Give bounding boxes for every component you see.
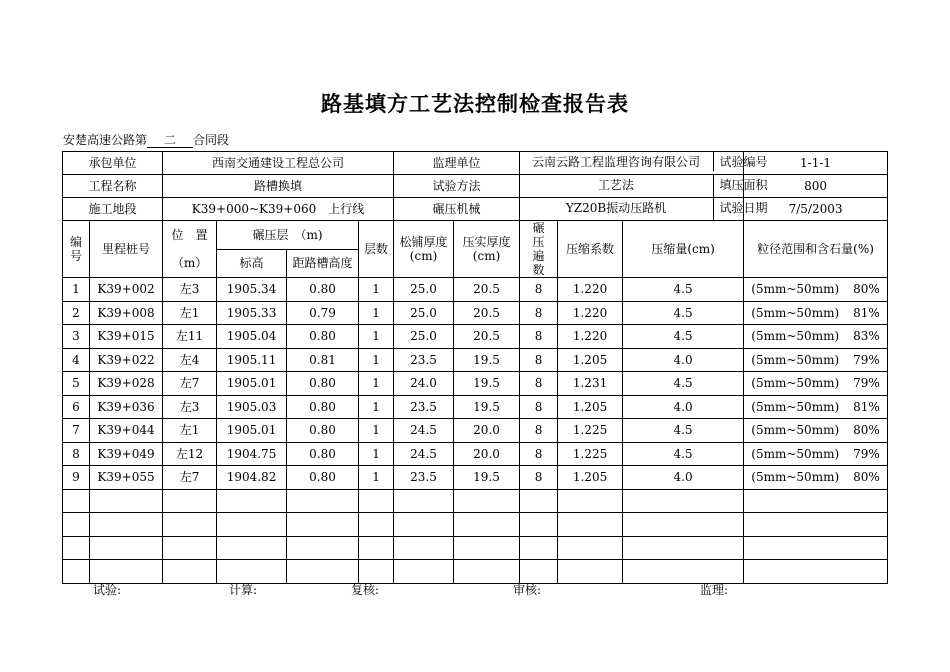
row-loose: 24.5 [394, 442, 454, 466]
row-station: K39+049 [90, 442, 163, 466]
row-grain-percent: 80% [853, 423, 880, 438]
machine-value [520, 198, 768, 221]
method-value [520, 175, 768, 198]
row-grain-percent: 79% [853, 352, 880, 367]
row-no: 8 [63, 442, 90, 466]
row-coef: 1.220 [558, 278, 623, 302]
row-grain-range: (5mm~50mm) [751, 329, 840, 344]
row-loose: 24.0 [394, 372, 454, 396]
row-elevation: 1905.01 [217, 419, 287, 443]
date-value: 7/5/2003 [744, 198, 888, 221]
row-layers: 1 [359, 395, 394, 419]
table-row [63, 419, 888, 443]
row-amount: 4.5 [623, 419, 744, 443]
empty-row [63, 489, 888, 513]
row-coef: 1.220 [558, 301, 623, 325]
row-station: K39+002 [90, 278, 163, 302]
contractor-value: 西南交通建设工程总公司 [163, 152, 394, 175]
method-text: 工艺法 [598, 178, 635, 192]
row-layers: 1 [359, 325, 394, 349]
footer-audit: 审核: [513, 583, 542, 597]
supervisor-label: 监理单位 [394, 152, 520, 175]
row-grain [744, 325, 888, 349]
row-distance: 0.80 [287, 466, 359, 490]
row-no: 1 [63, 278, 90, 302]
row-loose: 25.0 [394, 301, 454, 325]
row-layers: 1 [359, 301, 394, 325]
machine-label: 碾压机械 [394, 198, 520, 221]
row-grain [744, 372, 888, 396]
project-value: 路槽换填 [163, 175, 394, 198]
col-header-layers: 层数 [359, 221, 394, 278]
row-grain-range: (5mm~50mm) [751, 470, 840, 485]
row-no: 6 [63, 395, 90, 419]
table-row [63, 442, 888, 466]
row-grain [744, 395, 888, 419]
row-coef: 1.225 [558, 419, 623, 443]
info-row-2 [63, 175, 888, 198]
table-row [63, 325, 888, 349]
row-no: 7 [63, 419, 90, 443]
row-grain-percent: 81% [853, 305, 880, 320]
row-layers: 1 [359, 348, 394, 372]
row-grain [744, 442, 888, 466]
row-coef: 1.205 [558, 348, 623, 372]
table-row [63, 372, 888, 396]
row-grain-percent: 80% [853, 470, 880, 485]
row-compacted: 19.5 [454, 372, 520, 396]
row-loose: 23.5 [394, 348, 454, 372]
row-coef: 1.205 [558, 395, 623, 419]
row-position: 左3 [163, 395, 217, 419]
row-passes: 8 [520, 278, 558, 302]
row-no: 3 [63, 325, 90, 349]
row-loose: 25.0 [394, 278, 454, 302]
col-header-station: 里程桩号 [90, 221, 163, 278]
empty-row [63, 536, 888, 560]
table-row [63, 278, 888, 302]
row-compacted: 20.0 [454, 442, 520, 466]
row-compacted: 19.5 [454, 348, 520, 372]
row-position: 左4 [163, 348, 217, 372]
row-distance: 0.80 [287, 278, 359, 302]
row-grain [744, 348, 888, 372]
col-header-amount: 压缩量(cm) [623, 221, 744, 278]
row-grain-percent: 83% [853, 329, 880, 344]
row-coef: 1.220 [558, 325, 623, 349]
row-compacted: 19.5 [454, 466, 520, 490]
row-loose: 25.0 [394, 325, 454, 349]
row-position: 左1 [163, 301, 217, 325]
row-grain-range: (5mm~50mm) [751, 446, 840, 461]
table-row [63, 395, 888, 419]
row-no: 5 [63, 372, 90, 396]
row-amount: 4.5 [623, 325, 744, 349]
table-row [63, 466, 888, 490]
col-header-distance: 距路槽高度 [287, 249, 359, 278]
col-header-loose: 松铺厚度(cm) [394, 221, 454, 278]
section-number: 二 [147, 134, 193, 148]
row-distance: 0.80 [287, 442, 359, 466]
row-grain-range: (5mm~50mm) [751, 376, 840, 391]
col-header-compacted: 压实厚度(cm) [454, 221, 520, 278]
row-no: 4 [63, 348, 90, 372]
contract-section-line [63, 131, 229, 148]
row-elevation: 1905.03 [217, 395, 287, 419]
row-elevation: 1904.75 [217, 442, 287, 466]
header-row-1 [63, 221, 888, 250]
footer-calc: 计算: [229, 583, 258, 597]
row-compacted: 20.0 [454, 419, 520, 443]
row-distance: 0.81 [287, 348, 359, 372]
row-loose: 23.5 [394, 466, 454, 490]
col-header-layer-group: 碾压层 （m) [217, 221, 359, 250]
col-header-position-unit: （m） [163, 249, 217, 278]
report-table [62, 151, 888, 584]
row-elevation: 1905.33 [217, 301, 287, 325]
row-no: 9 [63, 466, 90, 490]
data-rows [63, 278, 888, 490]
info-row-1 [63, 152, 888, 175]
row-passes: 8 [520, 325, 558, 349]
row-grain-range: (5mm~50mm) [751, 399, 840, 414]
supervisor-value [520, 152, 768, 175]
row-distance: 0.79 [287, 301, 359, 325]
row-passes: 8 [520, 301, 558, 325]
row-amount: 4.5 [623, 278, 744, 302]
col-header-elevation: 标高 [217, 249, 287, 278]
row-layers: 1 [359, 442, 394, 466]
row-coef: 1.205 [558, 466, 623, 490]
empty-row [63, 513, 888, 537]
table-row [63, 301, 888, 325]
row-grain [744, 419, 888, 443]
contractor-label: 承包单位 [63, 152, 163, 175]
row-layers: 1 [359, 278, 394, 302]
row-station: K39+044 [90, 419, 163, 443]
row-distance: 0.80 [287, 395, 359, 419]
row-grain-percent: 80% [853, 282, 880, 297]
col-header-grain: 粒径范围和含石量(%) [744, 221, 888, 278]
row-grain [744, 278, 888, 302]
row-amount: 4.0 [623, 466, 744, 490]
site-label: 施工地段 [63, 198, 163, 221]
supervisor-text: 云南云路工程监理咨询有限公司 [532, 155, 701, 169]
row-elevation: 1905.04 [217, 325, 287, 349]
row-grain-percent: 79% [853, 446, 880, 461]
row-position: 左7 [163, 466, 217, 490]
row-distance: 0.80 [287, 372, 359, 396]
row-grain-percent: 81% [853, 399, 880, 414]
row-distance: 0.80 [287, 325, 359, 349]
row-position: 左3 [163, 278, 217, 302]
site-value: K39+000~K39+060 上行线 [163, 198, 394, 221]
row-position: 左12 [163, 442, 217, 466]
footer-supervision: 监理: [700, 583, 729, 597]
row-passes: 8 [520, 466, 558, 490]
row-layers: 1 [359, 419, 394, 443]
row-station: K39+022 [90, 348, 163, 372]
row-amount: 4.5 [623, 301, 744, 325]
row-no: 2 [63, 301, 90, 325]
row-amount: 4.0 [623, 395, 744, 419]
col-header-coef: 压缩系数 [558, 221, 623, 278]
row-grain-percent: 79% [853, 376, 880, 391]
row-layers: 1 [359, 372, 394, 396]
row-grain [744, 466, 888, 490]
row-compacted: 20.5 [454, 301, 520, 325]
row-station: K39+055 [90, 466, 163, 490]
project-label: 工程名称 [63, 175, 163, 198]
row-loose: 24.5 [394, 419, 454, 443]
row-compacted: 19.5 [454, 395, 520, 419]
row-elevation: 1904.82 [217, 466, 287, 490]
row-amount: 4.5 [623, 442, 744, 466]
row-station: K39+028 [90, 372, 163, 396]
subtitle-suffix: 合同段 [193, 133, 230, 147]
empty-row [63, 560, 888, 584]
row-compacted: 20.5 [454, 325, 520, 349]
row-compacted: 20.5 [454, 278, 520, 302]
row-loose: 23.5 [394, 395, 454, 419]
row-distance: 0.80 [287, 419, 359, 443]
row-grain-range: (5mm~50mm) [751, 282, 840, 297]
row-position: 左7 [163, 372, 217, 396]
area-value: 800 [744, 175, 888, 198]
row-grain [744, 301, 888, 325]
row-coef: 1.231 [558, 372, 623, 396]
test-no-value: 1-1-1 [744, 152, 888, 175]
col-header-passes: 碾压遍数 [520, 221, 558, 278]
subtitle-prefix: 安楚高速公路第 [63, 133, 148, 147]
method-label: 试验方法 [394, 175, 520, 198]
report-title: 路基填方工艺法控制检查报告表 [321, 91, 629, 116]
row-grain-range: (5mm~50mm) [751, 352, 840, 367]
area-label: 填压面积 [713, 175, 773, 197]
row-elevation: 1905.34 [217, 278, 287, 302]
row-passes: 8 [520, 372, 558, 396]
footer-test: 试验: [93, 583, 122, 597]
row-elevation: 1905.11 [217, 348, 287, 372]
row-layers: 1 [359, 466, 394, 490]
info-row-3 [63, 198, 888, 221]
machine-text: YZ20B振动压路机 [565, 201, 667, 215]
footer-review: 复核: [351, 583, 380, 597]
row-elevation: 1905.01 [217, 372, 287, 396]
row-amount: 4.0 [623, 348, 744, 372]
row-grain-range: (5mm~50mm) [751, 305, 840, 320]
row-station: K39+008 [90, 301, 163, 325]
date-label: 试验日期 [713, 198, 773, 220]
row-amount: 4.5 [623, 372, 744, 396]
row-station: K39+036 [90, 395, 163, 419]
col-header-position: 位 置 [163, 221, 217, 250]
row-passes: 8 [520, 442, 558, 466]
row-passes: 8 [520, 419, 558, 443]
row-position: 左11 [163, 325, 217, 349]
row-coef: 1.225 [558, 442, 623, 466]
col-header-no: 编号 [63, 221, 90, 278]
test-no-label: 试验编号 [713, 152, 773, 171]
row-station: K39+015 [90, 325, 163, 349]
row-grain-range: (5mm~50mm) [751, 423, 840, 438]
table-row [63, 348, 888, 372]
row-position: 左1 [163, 419, 217, 443]
row-passes: 8 [520, 348, 558, 372]
signature-footer [0, 581, 950, 597]
row-passes: 8 [520, 395, 558, 419]
